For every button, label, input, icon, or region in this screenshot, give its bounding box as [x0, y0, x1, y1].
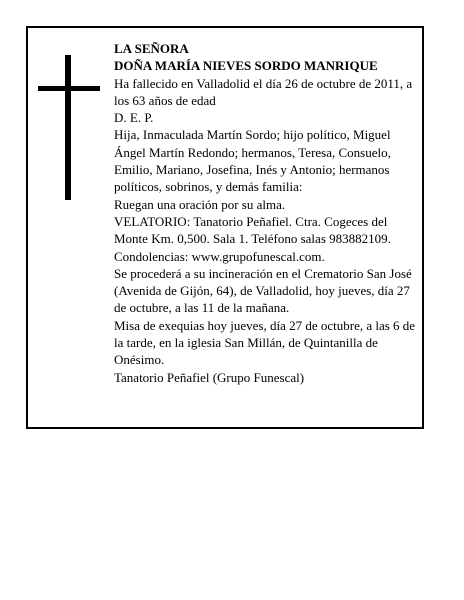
cross-icon [38, 55, 100, 200]
wake-info: VELATORIO: Tanatorio Peñafiel. Ctra. Cogeces del Monte Km. 0,500. Sala 1. Teléfono salas 983882109. [114, 213, 391, 247]
cross-horizontal-bar [38, 86, 100, 91]
funeral-home: Tanatorio Peñafiel (Grupo Funescal) [114, 369, 305, 385]
notice-title: LA SEÑORA [114, 41, 189, 56]
cross-vertical-bar [65, 55, 71, 200]
obituary-notice [26, 26, 424, 429]
family-list: Hija, Inmaculada Martín Sordo; hijo político, Miguel Ángel Martín Redondo; hermanos, Teresa, Consuelo, Emilio, Mariano, Josefina, Inés y Antonio; hermanos políticos, sobrinos, y demás familia: [114, 127, 391, 195]
condolences-info: Condolencias: www.grupofunescal.com. [114, 248, 325, 264]
rip-line: D. E. P. [114, 110, 154, 126]
notice-text [114, 40, 424, 386]
cremation-info: Se procederá a su incineración en el Crematorio San José (Avenida de Gijón, 64), de Valladolid, hoy jueves, día 27 de octubre, a las 11 de la mañana. [114, 265, 412, 316]
funeral-mass-info: Misa de exequias hoy jueves, día 27 de octubre, a las 6 de la tarde, en la iglesia San Millán, de Quintanilla de Onésimo. [114, 317, 416, 368]
death-announcement: Ha fallecido en Valladolid el día 26 de octubre de 2011, a los 63 años de edad [114, 75, 413, 108]
prayer-request: Ruegan una oración por su alma. [114, 196, 286, 212]
deceased-name: DOÑA MARÍA NIEVES SORDO MANRIQUE [114, 58, 378, 74]
